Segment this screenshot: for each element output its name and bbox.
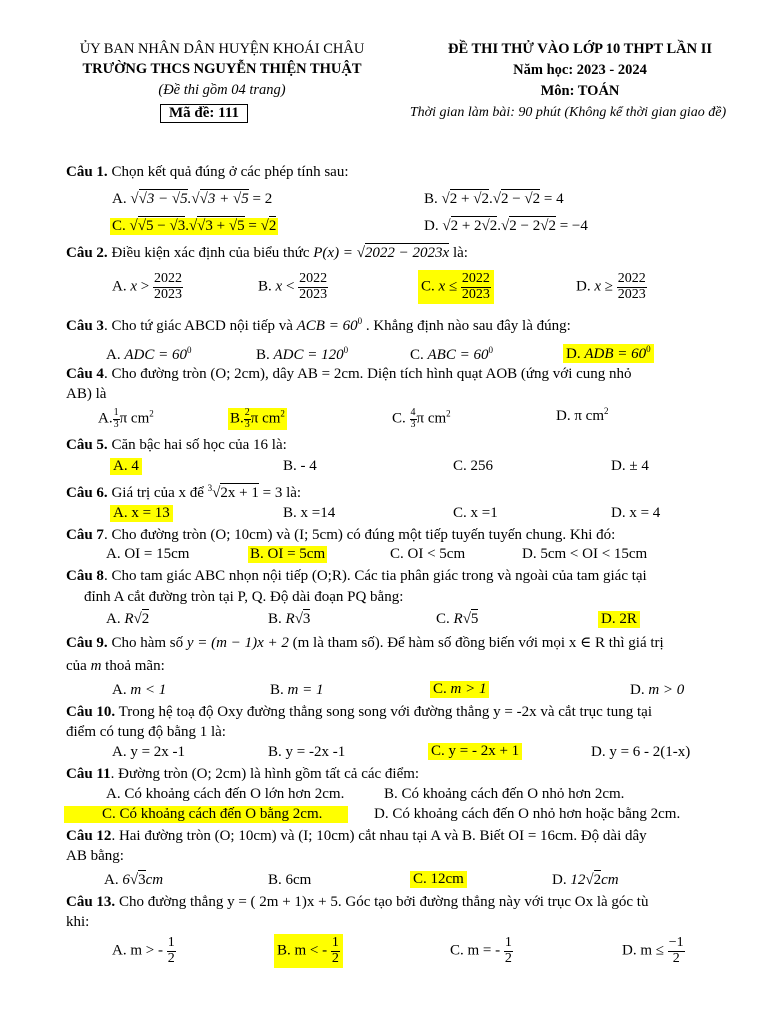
q7-option-b[interactable]: B. OI = 5cm <box>250 546 326 562</box>
q5-option-c[interactable]: C. 256 <box>453 458 494 474</box>
q9-option-b[interactable]: B. m = 1 <box>270 682 324 698</box>
q10-option-a[interactable]: A. y = 2x -1 <box>112 744 186 760</box>
q4-option-c[interactable]: C. $\frac{4}{3}$ π $cm^2$ <box>392 407 451 430</box>
question-9-cont: của m thoả mãn: <box>66 658 165 674</box>
question-13: Câu 13. Cho đường thẳng y = ( 2m + 1)x + 5. Góc tạo bởi đường thẳng này với trục Ox là góc tù <box>66 894 649 910</box>
q9-option-c[interactable]: C. m > 1 <box>430 681 489 698</box>
q13-option-a[interactable]: A. m > - $\frac{1}{2}$ <box>112 935 175 966</box>
school-name: TRƯỜNG THCS NGUYỄN THIỆN THUẬT <box>82 61 362 77</box>
q8-option-a[interactable]: A. R√2 <box>106 611 150 627</box>
q1-option-b[interactable]: B. √2 + √2.√2 − √2 = 4 <box>424 191 564 207</box>
q2-option-b[interactable]: B. x < $\frac{2022}{2023}$ <box>258 271 328 302</box>
q12-option-a[interactable]: A. 6√3cm <box>104 872 164 888</box>
question-10: Câu 10. Trong hệ toạ độ Oxy đường thẳng song song với đường thẳng y = -2x và cắt trục tung tại <box>66 704 652 720</box>
q9-option-d[interactable]: D. m > 0 <box>630 682 685 698</box>
question-7: Câu 7. Cho đường tròn (O; 10cm) và (I; 5cm) có đúng một tiếp tuyến tuyến chung. Khi đó: <box>66 527 616 543</box>
question-12-cont: AB bằng: <box>66 848 124 864</box>
question-3: Câu 3. Cho tứ giác ABCD nội tiếp và ACB = $60^0$ . Khẳng định nào sau đây là đúng: <box>66 316 571 334</box>
question-8-cont: đỉnh A cắt đường tròn tại P, Q. Độ dài đoạn PQ bằng: <box>84 589 404 605</box>
q7-option-d[interactable]: D. 5cm < OI < 15cm <box>522 546 648 562</box>
q2-option-c[interactable]: C. x ≤ $\frac{2022}{2023}$ <box>418 270 494 304</box>
q3-option-d[interactable]: D. ADB = $60^0$ <box>563 344 654 363</box>
q1-option-d[interactable]: D. √2 + 2√2.√2 − 2√2 = −4 <box>424 218 588 234</box>
q7-option-a[interactable]: A. OI = 15cm <box>106 546 190 562</box>
q13-option-b[interactable]: B. m < - $\frac{1}{2}$ <box>274 934 343 968</box>
q13-option-d[interactable]: D. m ≤ $\frac{-1}{2}$ <box>622 935 684 966</box>
q8-option-b[interactable]: B. R√3 <box>268 611 311 627</box>
q3-option-c[interactable]: C. ABC = $60^0$ <box>410 345 493 363</box>
q12-option-c[interactable]: C. 12cm <box>410 871 467 888</box>
exam-title: ĐỀ THI THỬ VÀO LỚP 10 THPT LẦN II <box>447 41 713 57</box>
q11-option-c[interactable]: C. Có khoảng cách đến O bằng 2cm. <box>64 806 348 823</box>
page-count-note: (Đề thi gồm 04 trang) <box>158 82 286 98</box>
question-6: Câu 6. Giá trị của x để $^3$√2x + 1 = 3 là: <box>66 483 302 501</box>
question-9: Câu 9. Cho hàm số y = (m − 1)x + 2 (m là tham số). Để hàm số đồng biến với mọi x ∈ R thì giá trị <box>66 635 664 651</box>
question-text: Chọn kết quả đúng ở các phép tính sau: <box>107 164 349 180</box>
q8-option-c[interactable]: C. R√5 <box>436 611 479 627</box>
q1-option-a[interactable]: A. √√3 − √5.√√3 + √5 = 2 <box>112 191 273 207</box>
q6-option-d[interactable]: D. x = 4 <box>611 505 661 521</box>
q4-option-a[interactable]: A. $\frac{1}{3}$ π $cm^2$ <box>98 407 154 430</box>
time-note: Thời gian làm bài: 90 phút (Không kể thời gian giao đề) <box>409 105 727 120</box>
q11-option-a[interactable]: A. Có khoảng cách đến O lớn hơn 2cm. <box>106 786 345 802</box>
exam-code: Mã đề: 111 <box>160 104 248 123</box>
q7-option-c[interactable]: C. OI < 5cm <box>390 546 466 562</box>
question-label: Câu 2. <box>66 245 108 261</box>
question-13-cont: khi: <box>66 914 90 930</box>
q10-option-c[interactable]: C. y = - 2x + 1 <box>428 743 522 760</box>
q4-option-d[interactable]: D. π $cm^2$ <box>556 406 609 424</box>
q1-option-c[interactable]: C. √√5 − √3.√√3 + √5 = √2 <box>112 218 277 234</box>
q3-option-a[interactable]: A. ADC = $60^0$ <box>106 345 192 363</box>
q6-option-a[interactable]: A. x = 13 <box>110 505 173 522</box>
q12-option-b[interactable]: B. 6cm <box>268 872 312 888</box>
question-4-cont: AB) là <box>66 386 107 402</box>
question-label: Câu 1. <box>66 164 108 180</box>
q5-option-b[interactable]: B. - 4 <box>283 458 317 474</box>
q6-option-c[interactable]: C. x =1 <box>453 505 498 521</box>
q10-option-b[interactable]: B. y = -2x -1 <box>268 744 346 760</box>
school-year: Năm học: 2023 - 2024 <box>513 62 647 78</box>
question-4: Câu 4. Cho đường tròn (O; 2cm), dây AB = 2cm. Diện tích hình quạt AOB (ứng với cung nhỏ <box>66 366 632 382</box>
question-5: Câu 5. Căn bậc hai số học của 16 là: <box>66 437 287 453</box>
q6-option-b[interactable]: B. x =14 <box>283 505 336 521</box>
q12-option-d[interactable]: D. 12√2cm <box>552 872 619 888</box>
q11-option-b[interactable]: B. Có khoảng cách đến O nhỏ hơn 2cm. <box>384 786 625 802</box>
q3-option-b[interactable]: B. ADC = $120^0$ <box>256 345 349 363</box>
q5-option-d[interactable]: D. ± 4 <box>611 458 649 474</box>
q2-option-d[interactable]: D. x ≥ $\frac{2022}{2023}$ <box>576 271 646 302</box>
q5-option-a[interactable]: A. 4 <box>110 458 142 475</box>
question-10-cont: điểm có tung độ bằng 1 là: <box>66 724 226 740</box>
q2-option-a[interactable]: A. x > $\frac{2022}{2023}$ <box>112 271 182 302</box>
q8-option-d[interactable]: D. 2R <box>598 611 640 628</box>
q11-option-d[interactable]: D. Có khoảng cách đến O nhỏ hơn hoặc bằng 2cm. <box>374 806 681 822</box>
question-1 <box>66 164 349 181</box>
q10-option-d[interactable]: D. y = 6 - 2(1-x) <box>591 744 691 760</box>
question-11: Câu 11. Đường tròn (O; 2cm) là hình gồm tất cả các điểm: <box>66 766 420 782</box>
question-2: Câu 2. Điều kiện xác định của biểu thức P(x) = √2022 − 2023x là: <box>66 245 468 261</box>
question-8: Câu 8. Cho tam giác ABC nhọn nội tiếp (O;R). Các tia phân giác trong và ngoài của tam giác tại <box>66 568 647 584</box>
subject: Môn: TOÁN <box>540 83 620 99</box>
authority-name: ỦY BAN NHÂN DÂN HUYỆN KHOÁI CHÂU <box>79 41 365 57</box>
q9-option-a[interactable]: A. m < 1 <box>112 682 167 698</box>
q4-option-b[interactable]: B. $\frac{2}{3}$ π $cm^2$ <box>230 407 285 430</box>
q13-option-c[interactable]: C. m = - $\frac{1}{2}$ <box>450 935 512 966</box>
question-12: Câu 12. Hai đường tròn (O; 10cm) và (I; 10cm) cắt nhau tại A và B. Biết OI = 16cm. Độ dài dây <box>66 828 647 844</box>
